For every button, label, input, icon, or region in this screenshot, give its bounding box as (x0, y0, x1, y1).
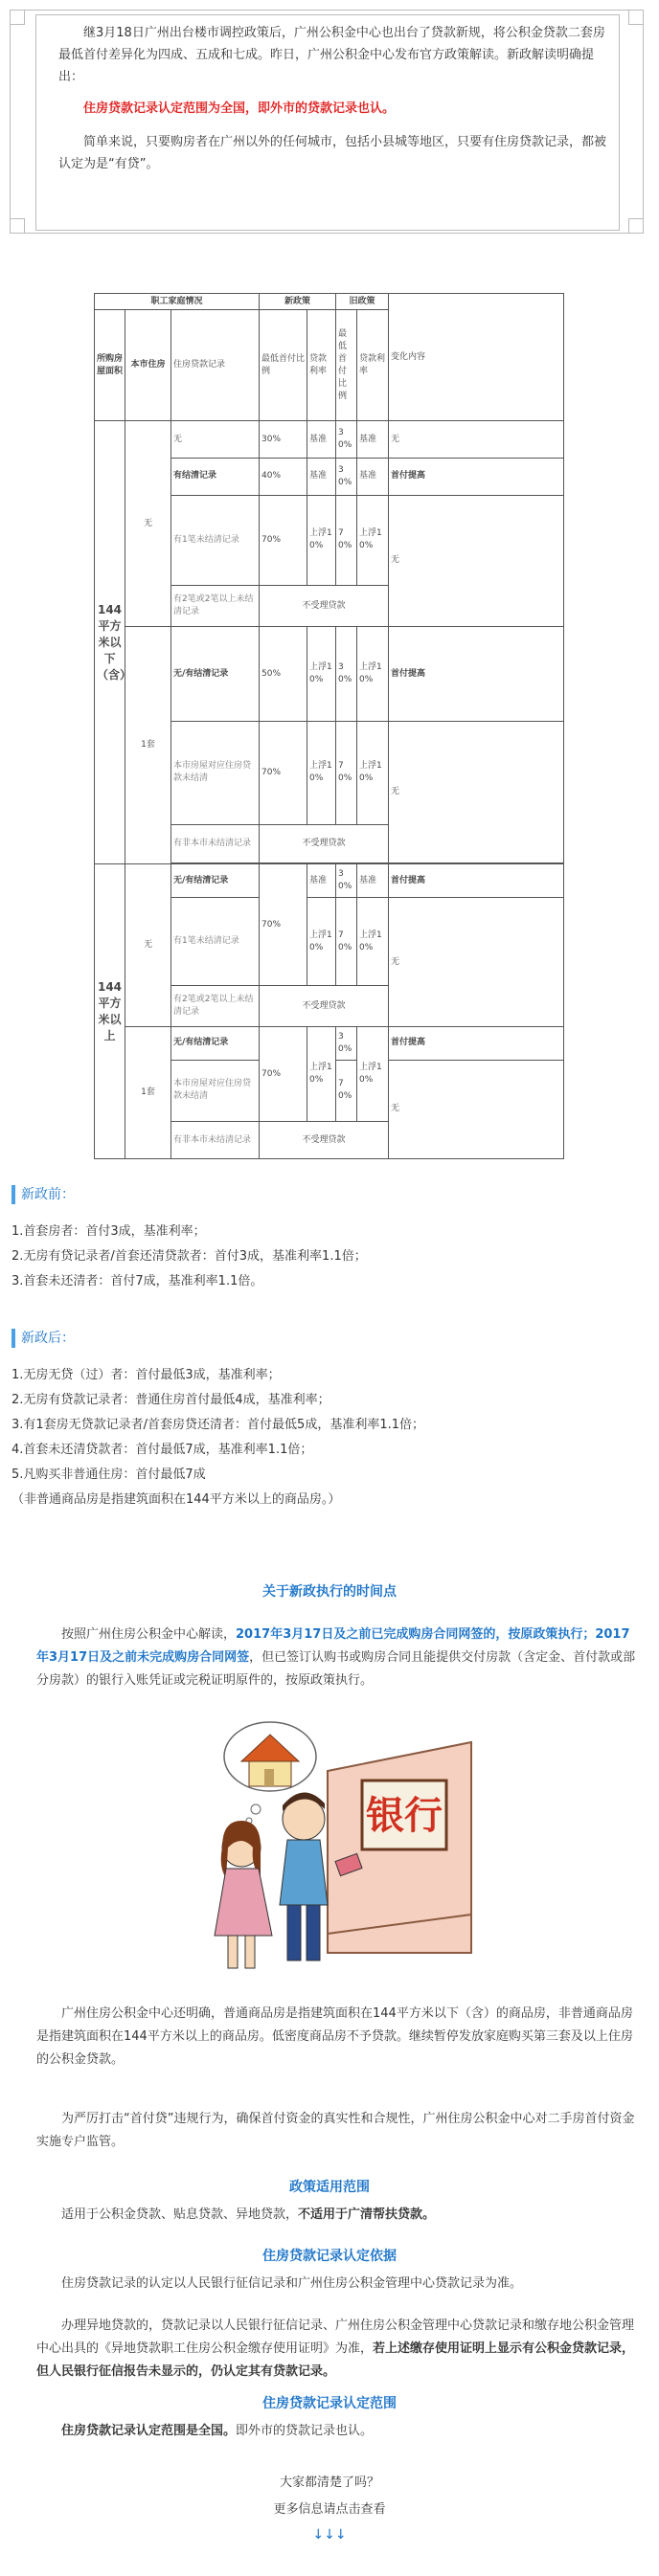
list-item: 1.无房无贷（过）者：首付最低3成，基准利率； (11, 1368, 281, 1382)
change-cell: 首付提高 (389, 627, 564, 722)
header-new-down: 最低首付比例 (260, 310, 307, 421)
change-cell: 无 (389, 722, 564, 863)
woman-figure (215, 1821, 272, 1968)
old-policy-list (11, 1220, 367, 1294)
new-rate-cell: 上浮10% (307, 627, 336, 722)
new-down-cell: 40% (260, 458, 307, 495)
old-down-cell: 30% (336, 421, 357, 459)
frame-corner (10, 218, 25, 234)
old-down-cell: 30% (336, 1027, 357, 1060)
new-down-cell: 70% (260, 722, 307, 824)
list-item: 5.凡购买非普通住房：首付最低7成 (11, 1467, 206, 1482)
header-area: 所购房屋面积 (95, 310, 125, 421)
header-change: 变化内容 (389, 294, 564, 421)
new-down-cell: 70% (260, 495, 307, 586)
old-down-cell: 70% (336, 722, 357, 824)
header-local: 本市住房 (125, 310, 171, 421)
record-cell: 无/有结清记录 (171, 1027, 260, 1060)
frame-corner (628, 218, 644, 234)
new-policy-title: 新政后： (11, 1329, 75, 1348)
new-rate-cell: 上浮10% (307, 722, 336, 824)
change-cell: 无 (389, 897, 564, 1026)
area-small: 144平方米以下（含） (95, 421, 125, 864)
old-rate-cell: 上浮10% (357, 897, 389, 985)
change-cell: 首付提高 (389, 864, 564, 897)
new-down-cell: 50% (260, 627, 307, 722)
bank-sign-text: 银行 (366, 1794, 443, 1838)
new-rate-cell: 基准 (307, 421, 336, 459)
change-cell: 无 (389, 1060, 564, 1158)
record-cell: 无/有结清记录 (171, 864, 260, 897)
record-cell: 有2笔或2笔以上未结清记录 (171, 586, 260, 627)
timing-post: ，但已签订认购书或购房合同且能提供交付房款（含定金、首付款或部分房款）的银行入账凭证或完税证明原件的，按原政策执行。 (36, 1650, 636, 1688)
frame-corner (628, 10, 644, 25)
old-down-cell: 30% (336, 458, 357, 495)
change-cell: 无 (389, 495, 564, 627)
timing-pre: 按照广州住房公积金中心解读， (61, 1627, 237, 1642)
new-rate-cell: 基准 (307, 864, 336, 897)
basis-p2-pre: 办理异地贷款的，贷款记录以人民银行征信记录、广州住房公积金管理中心贷款记录和缴存地公积金管理中心出具的《异地贷款职工住房公积金缴存使用证明》为准， (36, 2318, 635, 2356)
intro-frame (10, 10, 644, 234)
list-item: （非普通商品房是指建筑面积在144平方米以上的商品房。） (11, 1492, 341, 1507)
old-rate-cell: 上浮10% (357, 722, 389, 824)
intro-highlight: 住房贷款记录认定范围为全国，即外市的贷款记录也认。 (83, 101, 396, 116)
record-cell: 有非本市未结清记录 (171, 1122, 260, 1159)
list-item: 2.无房有贷款记录者：普通住房首付最低4成，基准利率； (11, 1393, 330, 1407)
bank-couple-illustration (184, 1714, 481, 1982)
new-rate-cell: 上浮10% (307, 495, 336, 586)
new-down-cell: 70% (260, 864, 307, 986)
local-none: 无 (125, 421, 171, 627)
footer-question: 大家都清楚了吗？ (279, 2475, 379, 2490)
fake-down-payment-paragraph: 为严厉打击“首付贷”违规行为，确保首付资金的真实性和合规性，广州住房公积金中心对二手房首付资金实施专户监管。 (36, 2112, 635, 2149)
header-record: 住房贷款记录 (171, 310, 260, 421)
record-cell: 有结清记录 (171, 458, 260, 495)
new-policy-list (11, 1363, 424, 1512)
intro-text (58, 22, 614, 175)
area-large: 144平方米以上 (95, 864, 125, 1159)
no-loan-cell: 不受理贷款 (260, 1122, 389, 1159)
record-cell: 无 (171, 421, 260, 459)
intro-paragraph: 继3月18日广州出台楼市调控政策后，广州公积金中心也出台了贷款新规，将公积金贷款二套房最低首付差异化为四成、五成和七成。昨日，广州公积金中心发布官方政策解读。新政解读明确提出： (58, 26, 605, 84)
no-loan-cell: 不受理贷款 (260, 586, 389, 627)
scope-bold: 不适用于广清帮扶贷款。 (298, 2207, 436, 2222)
change-cell: 无 (389, 421, 564, 459)
old-rate-cell: 基准 (357, 421, 389, 459)
record-cell: 有非本市未结清记录 (171, 824, 260, 863)
old-down-cell: 70% (336, 897, 357, 985)
timing-title: 关于新政执行的时间点 (262, 1584, 397, 1600)
change-cell: 首付提高 (389, 458, 564, 495)
list-item: 3.首套未还清者：首付7成，基准利率1.1倍。 (11, 1274, 263, 1288)
list-item: 1.首套房者：首付3成，基准利率； (11, 1224, 206, 1239)
record-cell: 有2笔或2笔以上未结清记录 (171, 986, 260, 1027)
old-policy-title: 新政前： (11, 1185, 75, 1204)
old-down-cell: 70% (336, 1060, 357, 1121)
footer-more-link[interactable]: 更多信息请点击查看 (273, 2502, 386, 2517)
basis-title: 住房贷款记录认定依据 (262, 2249, 397, 2264)
header-old-down: 最低首付比例 (336, 310, 357, 421)
bank-building (328, 1742, 471, 1953)
header-new-rate: 贷款利率 (307, 310, 336, 421)
down-arrows-icon: ↓↓↓ (312, 2527, 347, 2542)
local-one: 1套 (125, 1027, 171, 1159)
header-old-rate: 贷款利率 (357, 310, 389, 421)
range-rest: 即外市的贷款记录也认。 (236, 2424, 374, 2438)
local-none: 无 (125, 864, 171, 1027)
scope-paragraph (36, 2204, 636, 2227)
frame-corner (10, 10, 25, 25)
old-down-cell: 30% (336, 864, 357, 897)
timing-paragraph (36, 1624, 636, 1692)
range-title: 住房贷款记录认定范围 (262, 2396, 397, 2411)
record-cell: 本市房屋对应住房贷款未结清 (171, 1060, 260, 1121)
range-paragraph (36, 2420, 636, 2443)
header-new: 新政策 (260, 294, 336, 310)
local-one: 1套 (125, 627, 171, 864)
new-rate-cell: 上浮10% (307, 897, 336, 985)
header-old: 旧政策 (336, 294, 389, 310)
range-bold: 住房贷款记录认定范围是全国。 (61, 2424, 237, 2438)
old-rate-cell: 上浮10% (357, 1027, 389, 1122)
basis-p2-bold: 若上述缴存使用证明上显示有公积金贷款记录，但人民银行征信报告未显示的，仍认定其有贷款记录。 (36, 2341, 635, 2379)
list-item: 3.有1套房无贷款记录者/首套房贷还清者：首付最低5成，基准利率1.1倍； (11, 1418, 424, 1432)
list-item: 2.无房有贷记录者/首套还清贷款者：首付3成，基准利率1.1倍； (11, 1249, 367, 1264)
scope-pre: 适用于公积金贷款、贴息贷款、异地贷款， (61, 2207, 299, 2222)
record-cell: 有1笔未结清记录 (171, 897, 260, 985)
old-rate-cell: 上浮10% (357, 495, 389, 586)
scope-title: 政策适用范围 (289, 2180, 370, 2195)
basis-paragraph-2 (36, 2315, 636, 2384)
old-rate-cell: 上浮10% (357, 627, 389, 722)
old-rate-cell: 基准 (357, 458, 389, 495)
policy-table (94, 293, 564, 1159)
old-down-cell: 30% (336, 627, 357, 722)
record-cell: 无/有结清记录 (171, 627, 260, 722)
timing-bold: 2017年3月17日及之前已完成购房合同网签的，按原政策执行；2017年3月17日及之前未完成购房合同网签 (36, 1627, 630, 1665)
change-cell: 首付提高 (389, 1027, 564, 1060)
old-rate-cell: 基准 (357, 864, 389, 897)
record-cell: 有1笔未结清记录 (171, 495, 260, 586)
new-down-cell: 30% (260, 421, 307, 459)
basis-paragraph-1: 住房贷款记录的认定以人民银行征信记录和广州住房公积金管理中心贷款记录为准。 (61, 2276, 523, 2291)
intro-summary: 简单来说，只要购房者在广州以外的任何城市，包括小县城等地区，只要有住房贷款记录，都被认定为是“有贷”。 (58, 135, 607, 171)
new-rate-cell: 上浮10% (307, 1027, 336, 1122)
record-cell: 本市房屋对应住房贷款未结清 (171, 722, 260, 824)
list-item: 4.首套未还清贷款者：首付最低7成，基准利率1.1倍； (11, 1443, 313, 1457)
old-down-cell: 70% (336, 495, 357, 586)
no-loan-cell: 不受理贷款 (260, 824, 389, 863)
no-loan-cell: 不受理贷款 (260, 986, 389, 1027)
header-family: 职工家庭情况 (95, 294, 260, 310)
standard-housing-paragraph: 广州住房公积金中心还明确，普通商品房是指建筑面积在144平方米以下（含）的商品房，非普通商品房是指建筑面积在144平方米以上的商品房。低密度商品房不予贷款。继续暂停发放家庭购买第三套及以上住房的公积金贷款。 (36, 2006, 633, 2067)
new-down-cell: 70% (260, 1027, 307, 1122)
new-rate-cell: 基准 (307, 458, 336, 495)
